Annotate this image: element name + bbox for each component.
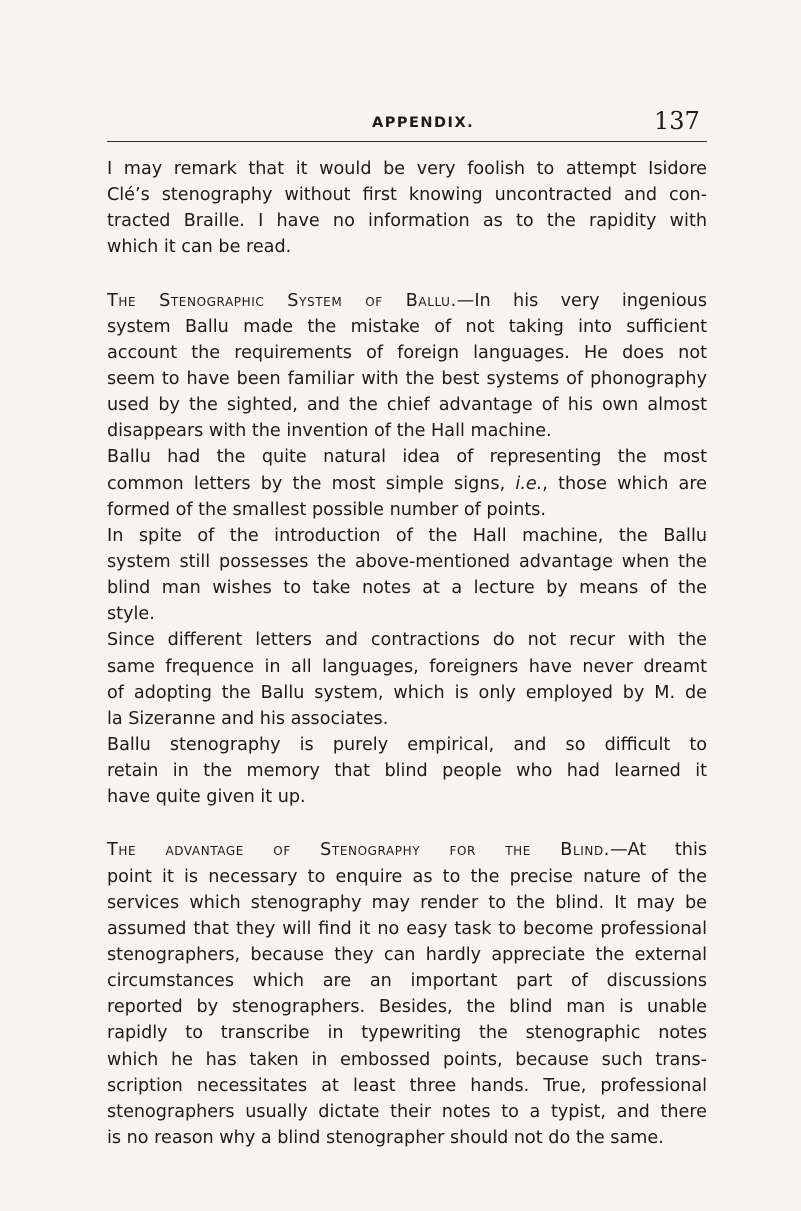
text-line: account the requirements of foreign languages. He does not (107, 342, 707, 363)
text-line: tracted Braille. I have no information as to the rapidity with (107, 211, 707, 232)
text-line: which it can be read. (107, 237, 292, 258)
text-line: system Ballu made the mistake of not taking into sufficient (107, 316, 707, 337)
text-line (107, 837, 707, 863)
text-line: Clé’s stenography without first knowing uncontracted and con- (107, 185, 707, 206)
text-line: assumed that they will find it no easy task to become professional (107, 918, 707, 939)
paragraph (107, 523, 707, 628)
section-advantage (107, 837, 707, 1151)
text-line: Since different letters and contractions do not recur with the (107, 630, 707, 651)
text-line: same frequence in all languages, foreigners have never dreamt (107, 656, 707, 677)
paragraph (107, 156, 707, 261)
paragraph (107, 627, 707, 732)
paragraph (107, 444, 707, 522)
text-line (107, 471, 707, 497)
text-line: Ballu had the quite natural idea of representing the most (107, 447, 707, 468)
text-line: blind man wishes to take notes at a lecture by means of the (107, 578, 707, 599)
text-line: stenographers, because they can hardly appreciate the external (107, 944, 707, 965)
paragraph (107, 732, 707, 810)
text-line: have quite given it up. (107, 787, 306, 808)
section-gap (107, 261, 707, 288)
text-line: style. (107, 604, 155, 625)
text-line: is no reason why a blind stenographer should not do the same. (107, 1127, 664, 1148)
text-line: I may remark that it would be very foolish to attempt Isidore (107, 159, 707, 179)
text-line: Ballu stenography is purely empirical, and so difficult to (107, 734, 707, 755)
text-line: retain in the memory that blind people who had learned it (107, 761, 707, 782)
text-line: used by the sighted, and the chief advantage of his own almost (107, 395, 707, 416)
header-rule (107, 141, 707, 142)
section-ballu (107, 288, 707, 445)
page-number: 137 (654, 107, 700, 135)
text-line: disappears with the invention of the Hall machine. (107, 421, 552, 442)
section-heading: The Stenographic System of Ballu. (107, 290, 457, 311)
section-gap (107, 810, 707, 837)
body-text (107, 156, 707, 1151)
text-line: circumstances which are an important part of discussions (107, 971, 707, 992)
text-span: , those which are (542, 473, 707, 494)
text-line: reported by stenographers. Besides, the blind man is unable (107, 997, 707, 1018)
text-line: of adopting the Ballu system, which is only employed by M. de (107, 682, 707, 703)
running-head: APPENDIX. (372, 115, 475, 131)
text-line: point it is necessary to enquire as to the precise nature of the (107, 866, 707, 887)
heading-continuation: —At this (609, 840, 707, 861)
text-line: which he has taken in embossed points, because such trans- (107, 1049, 707, 1070)
text-line: system still possesses the above-mentioned advantage when the (107, 551, 707, 572)
text-line: rapidly to transcribe in typewriting the stenographic notes (107, 1023, 707, 1044)
text-line: la Sizeranne and his associates. (107, 708, 389, 729)
text-span: common letters by the most simple signs, (107, 473, 506, 494)
text-line: scription necessitates at least three hands. True, professional (107, 1075, 707, 1096)
heading-continuation: —In his very ingenious (456, 290, 707, 311)
text-line: formed of the smallest possible number of points. (107, 499, 547, 520)
text-line (107, 288, 707, 314)
page-header (0, 107, 801, 147)
text-line: In spite of the introduction of the Hall machine, the Ballu (107, 525, 707, 546)
italic-abbreviation: i.e. (515, 473, 543, 494)
text-line: seem to have been familiar with the best systems of phonography (107, 368, 707, 389)
section-heading: The advantage of Stenography for the Blind. (107, 840, 610, 861)
text-line: services which stenography may render to the blind. It may be (107, 892, 707, 913)
text-line: stenographers usually dictate their notes to a typist, and there (107, 1101, 707, 1122)
